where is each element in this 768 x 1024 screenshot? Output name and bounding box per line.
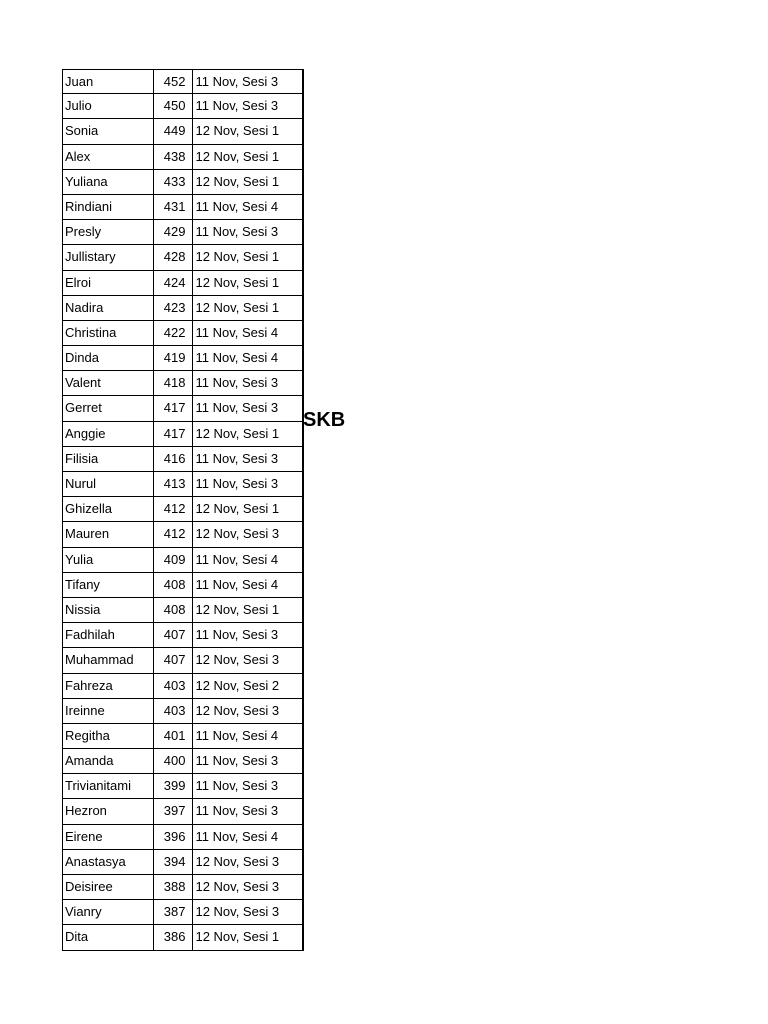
table-row: [62, 573, 303, 598]
score-cell: 403: [154, 674, 194, 698]
table-row: [62, 271, 303, 296]
session-cell: 11 Nov, Sesi 3: [193, 396, 303, 420]
name-cell: Yulia: [63, 548, 154, 572]
score-cell: 431: [154, 195, 194, 219]
name-cell: Christina: [63, 321, 154, 345]
score-cell: 386: [154, 925, 194, 949]
score-cell: 428: [154, 245, 194, 269]
session-cell: 11 Nov, Sesi 3: [193, 749, 303, 773]
name-cell: Sonia: [63, 119, 154, 143]
session-cell: 11 Nov, Sesi 3: [193, 799, 303, 823]
session-cell: 12 Nov, Sesi 3: [193, 699, 303, 723]
session-cell: 11 Nov, Sesi 3: [193, 774, 303, 798]
table-row: [62, 296, 303, 321]
table-row: [62, 648, 303, 673]
session-cell: 11 Nov, Sesi 4: [193, 321, 303, 345]
session-cell: 11 Nov, Sesi 4: [193, 548, 303, 572]
table-row: [62, 522, 303, 547]
table-row: [62, 69, 303, 94]
table-row: [62, 396, 303, 421]
table-row: [62, 598, 303, 623]
session-cell: 11 Nov, Sesi 3: [193, 371, 303, 395]
score-cell: 409: [154, 548, 194, 572]
table-row: [62, 674, 303, 699]
name-cell: Presly: [63, 220, 154, 244]
session-cell: 12 Nov, Sesi 1: [193, 497, 303, 521]
session-cell: 12 Nov, Sesi 3: [193, 900, 303, 924]
name-cell: Anggie: [63, 422, 154, 446]
session-cell: 11 Nov, Sesi 4: [193, 346, 303, 370]
score-cell: 449: [154, 119, 194, 143]
table-row: [62, 497, 303, 522]
score-cell: 387: [154, 900, 194, 924]
name-cell: Elroi: [63, 271, 154, 295]
session-cell: 11 Nov, Sesi 4: [193, 825, 303, 849]
session-cell: 12 Nov, Sesi 1: [193, 271, 303, 295]
table-row: [62, 749, 303, 774]
score-cell: 412: [154, 522, 194, 546]
score-cell: 417: [154, 396, 194, 420]
name-cell: Trivianitami: [63, 774, 154, 798]
score-cell: 412: [154, 497, 194, 521]
score-cell: 400: [154, 749, 194, 773]
name-cell: Alex: [63, 145, 154, 169]
score-cell: 423: [154, 296, 194, 320]
table-row: [62, 875, 303, 900]
table-row: [62, 170, 303, 195]
session-cell: 12 Nov, Sesi 1: [193, 296, 303, 320]
group-cell-next: [303, 775, 304, 951]
name-cell: Amanda: [63, 749, 154, 773]
session-cell: 12 Nov, Sesi 2: [193, 674, 303, 698]
table-row: [62, 850, 303, 875]
score-cell: 433: [154, 170, 194, 194]
score-cell: 401: [154, 724, 194, 748]
score-cell: 403: [154, 699, 194, 723]
name-cell: Ghizella: [63, 497, 154, 521]
score-cell: 408: [154, 573, 194, 597]
session-cell: 12 Nov, Sesi 1: [193, 598, 303, 622]
name-cell: Eirene: [63, 825, 154, 849]
name-cell: Juan: [63, 70, 154, 93]
table-row: [62, 799, 303, 824]
table-row: [62, 774, 303, 799]
score-cell: 424: [154, 271, 194, 295]
score-cell: 419: [154, 346, 194, 370]
name-cell: Jullistary: [63, 245, 154, 269]
score-cell: 407: [154, 648, 194, 672]
table-row: [62, 724, 303, 749]
score-cell: 399: [154, 774, 194, 798]
name-cell: Fadhilah: [63, 623, 154, 647]
name-cell: Ireinne: [63, 699, 154, 723]
score-cell: 396: [154, 825, 194, 849]
name-cell: Deisiree: [63, 875, 154, 899]
table-row: [62, 195, 303, 220]
session-cell: 12 Nov, Sesi 1: [193, 422, 303, 446]
score-cell: 438: [154, 145, 194, 169]
name-cell: Filisia: [63, 447, 154, 471]
score-cell: 407: [154, 623, 194, 647]
score-cell: 413: [154, 472, 194, 496]
table-row: [62, 422, 303, 447]
session-cell: 11 Nov, Sesi 4: [193, 724, 303, 748]
score-table: [62, 69, 634, 951]
score-cell: 418: [154, 371, 194, 395]
score-cell: 408: [154, 598, 194, 622]
table-row: [62, 900, 303, 925]
score-cell: 397: [154, 799, 194, 823]
name-cell: Valent: [63, 371, 154, 395]
session-cell: 11 Nov, Sesi 3: [193, 447, 303, 471]
table-row: [62, 825, 303, 850]
name-cell: Dita: [63, 925, 154, 949]
score-cell: 422: [154, 321, 194, 345]
table-row: [62, 145, 303, 170]
session-cell: 11 Nov, Sesi 3: [193, 220, 303, 244]
table-row: [62, 699, 303, 724]
session-cell: 12 Nov, Sesi 3: [193, 875, 303, 899]
table-row: [62, 623, 303, 648]
name-cell: Anastasya: [63, 850, 154, 874]
session-cell: 11 Nov, Sesi 4: [193, 573, 303, 597]
name-cell: Hezron: [63, 799, 154, 823]
table-row: [62, 346, 303, 371]
session-cell: 11 Nov, Sesi 3: [193, 70, 303, 93]
name-cell: Vianry: [63, 900, 154, 924]
table-row: [62, 321, 303, 346]
session-cell: 11 Nov, Sesi 3: [193, 623, 303, 647]
table-row: [62, 119, 303, 144]
name-cell: Nadira: [63, 296, 154, 320]
score-cell: 452: [154, 70, 194, 93]
name-cell: Fahreza: [63, 674, 154, 698]
table-row: [62, 245, 303, 270]
group-cell-skb: SKB: [303, 69, 304, 775]
name-cell: Nissia: [63, 598, 154, 622]
name-cell: Rindiani: [63, 195, 154, 219]
name-cell: Julio: [63, 94, 154, 118]
score-cell: 394: [154, 850, 194, 874]
table-row: [62, 94, 303, 119]
name-cell: Yuliana: [63, 170, 154, 194]
score-cell: 450: [154, 94, 194, 118]
session-cell: 12 Nov, Sesi 3: [193, 850, 303, 874]
session-cell: 12 Nov, Sesi 3: [193, 648, 303, 672]
table-body: [62, 69, 303, 951]
table-row: [62, 447, 303, 472]
table-row: [62, 548, 303, 573]
name-cell: Regitha: [63, 724, 154, 748]
session-cell: 11 Nov, Sesi 4: [193, 195, 303, 219]
score-cell: 417: [154, 422, 194, 446]
session-cell: 11 Nov, Sesi 3: [193, 94, 303, 118]
session-cell: 12 Nov, Sesi 1: [193, 145, 303, 169]
name-cell: Mauren: [63, 522, 154, 546]
table-row: [62, 220, 303, 245]
name-cell: Tifany: [63, 573, 154, 597]
session-cell: 12 Nov, Sesi 3: [193, 522, 303, 546]
session-cell: 12 Nov, Sesi 1: [193, 245, 303, 269]
table-row: [62, 472, 303, 497]
name-cell: Dinda: [63, 346, 154, 370]
session-cell: 11 Nov, Sesi 3: [193, 472, 303, 496]
table-row: [62, 925, 303, 950]
name-cell: Muhammad: [63, 648, 154, 672]
table-row: [62, 371, 303, 396]
session-cell: 12 Nov, Sesi 1: [193, 170, 303, 194]
session-cell: 12 Nov, Sesi 1: [193, 119, 303, 143]
session-cell: 12 Nov, Sesi 1: [193, 925, 303, 949]
score-cell: 416: [154, 447, 194, 471]
score-cell: 429: [154, 220, 194, 244]
score-cell: 388: [154, 875, 194, 899]
name-cell: Nurul: [63, 472, 154, 496]
name-cell: Gerret: [63, 396, 154, 420]
